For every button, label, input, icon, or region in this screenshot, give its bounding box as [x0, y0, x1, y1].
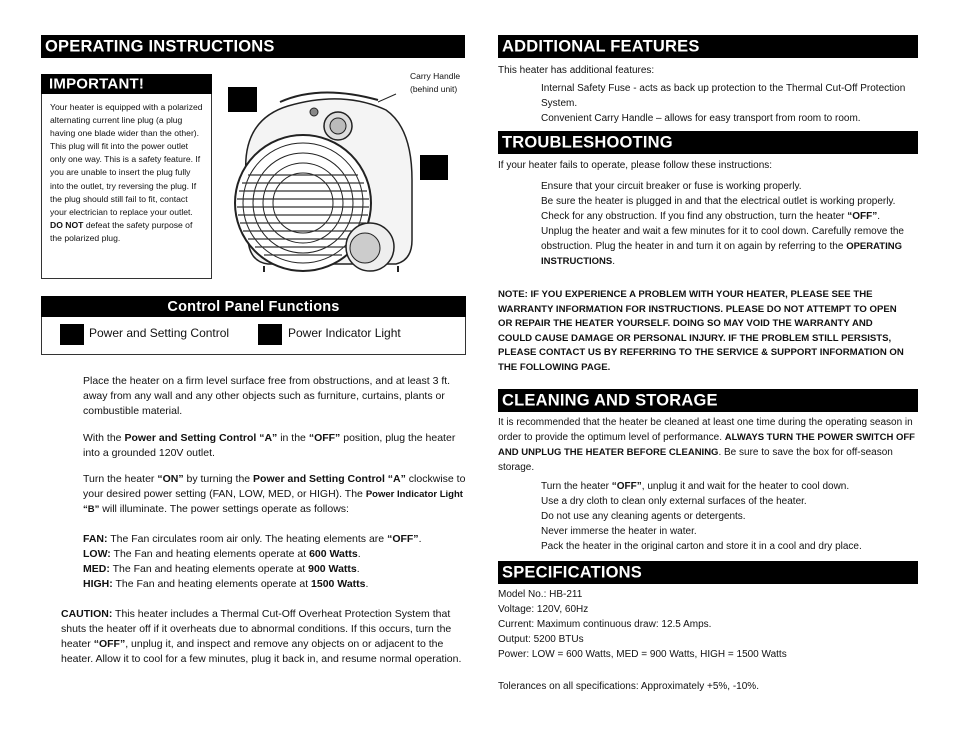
important-title-bar — [41, 74, 212, 94]
caution-paragraph: CAUTION: This heater includes a Thermal Cut-Off Overheat Protection System that shuts the heater off if it overheats due to abnormal conditions. If this occurs, turn the heater “OFF”, unplug it, and inspect and remove any objects on or adjacent to the heater. Allow it to cool for a few minutes, plug it back in, and resume normal operation. — [61, 608, 462, 665]
troubleshooting-step-1: Ensure that your circuit breaker or fuse is working properly. — [541, 181, 802, 192]
additional-features-heading: ADDITIONAL FEATURES — [502, 37, 700, 55]
cleaning-step-1: Turn the heater “OFF”, unplug it and wait for the heater to cool down. — [541, 481, 850, 492]
important-body: Your heater is equipped with a polarized alternating current line plug (a plug having one blade wider than the other). This plug will fit into the power outlet only one way. This is a safety feature. If you are unable to insert the plug fully into the outlet, try reversing the plug. If the plug should still fail to fit, contact your electrician to replace your outlet. — [50, 102, 203, 217]
specifications-heading: SPECIFICATIONS — [502, 563, 643, 581]
setting-fan: FAN: The Fan circulates room air only. The heating elements are “OFF”. — [83, 533, 422, 545]
additional-feature-1: Internal Safety Fuse - acts as back up protection to the Thermal Cut-Off Protection System. — [541, 83, 906, 109]
troubleshooting-step-3: Check for any obstruction. If you find any obstruction, turn the heater “OFF”. — [541, 211, 881, 222]
specifications-heading-bar — [498, 561, 918, 584]
control-a-marker — [60, 324, 84, 345]
troubleshooting-heading-bar — [498, 131, 918, 154]
spec-model: Model No.: HB-211 — [498, 589, 583, 600]
operating-instructions-heading: OPERATING INSTRUCTIONS — [45, 37, 275, 55]
setting-low: LOW: The Fan and heating elements operate at 600 Watts. — [83, 548, 361, 560]
troubleshooting-step-2: Be sure the heater is plugged in and that the electrical outlet is working properly. — [541, 196, 896, 207]
spec-tolerance: Tolerances on all specifications: Approximately +5%, -10%. — [498, 681, 759, 692]
carry-handle-line2: (behind unit) — [410, 84, 458, 94]
indicator-light-icon — [310, 108, 318, 116]
carry-handle-label — [410, 70, 460, 96]
troubleshooting-heading: TROUBLESHOOTING — [502, 133, 673, 151]
cleaning-step-5: Pack the heater in the original carton and store it in a cool and dry place. — [541, 541, 862, 552]
paragraph-turn-on: Turn the heater “ON” by turning the Power and Setting Control “A” clockwise to your desired power setting (FAN, LOW, MED, or HIGH). The Power Indicator Light “B” will illuminate. The power settings operate as follows: — [83, 473, 466, 515]
important-tail: defeat the safety purpose of the polarized plug. — [50, 219, 193, 243]
cleaning-intro: It is recommended that the heater be cleaned at least one time during the operating season in order to provide the optimum level of performance. ALWAYS TURN THE POWER SWITCH OFF AND UNPLUG THE HEATER BEFORE CLEANING. Be sure to save the box for off-season storage. — [498, 417, 915, 473]
cleaning-step-3: Do not use any cleaning agents or detergents. — [541, 511, 746, 522]
control-b-label: Power Indicator Light — [288, 326, 401, 340]
heater-illustration — [228, 80, 473, 280]
callout-b-box — [420, 155, 448, 180]
spec-current: Current: Maximum continuous draw: 12.5 Amps. — [498, 619, 712, 630]
cleaning-step-4: Never immerse the heater in water. — [541, 526, 697, 537]
additional-features-heading-bar — [498, 35, 918, 58]
cleaning-steps — [541, 479, 921, 554]
important-text — [50, 101, 206, 245]
additional-features-intro: This heater has additional features: — [498, 65, 655, 76]
control-b-marker — [258, 324, 282, 345]
callout-a-box — [228, 87, 257, 112]
control-a-label: Power and Setting Control — [89, 326, 230, 340]
spec-output: Output: 5200 BTUs — [498, 634, 584, 645]
troubleshooting-step-4: Unplug the heater and wait a few minutes for it to cool down. Carefully remove the obstruction. Plug the heater in and turn it on again by referring to the OPERATING INSTRUCTIONS. — [541, 226, 904, 267]
operating-instructions-heading-bar — [41, 35, 465, 58]
additional-feature-2: Convenient Carry Handle – allows for easy transport from room to room. — [541, 113, 861, 124]
troubleshooting-note: NOTE: IF YOU EXPERIENCE A PROBLEM WITH YOUR HEATER, PLEASE SEE THE WARRANTY INFORMATION FOR INSTRUCTIONS. PLEASE DO NOT ATTEMPT TO OPEN OR REPAIR THE HEATER YOURSELF. DOING SO MAY VOID THE WARRANTY AND COULD CAUSE DAMAGE OR PERSONAL INJURY. IF THE PROBLEM STILL PERSISTS, PLEASE CONTACT US BY REFERRING TO THE SERVICE & SUPPORT INFORMATION ON THE FOLLOWING PAGE. — [498, 289, 904, 373]
cleaning-heading-bar — [498, 389, 918, 412]
paragraph-placement: Place the heater on a firm level surface free from obstructions, and at least 3 ft. away from any wall and any other objects such as furniture, curtains, plants or combustible material. — [83, 375, 451, 417]
spec-power: Power: LOW = 600 Watts, MED = 900 Watts, HIGH = 1500 Watts — [498, 649, 787, 660]
troubleshooting-intro: If your heater fails to operate, please follow these instructions: — [498, 160, 773, 171]
spec-voltage: Voltage: 120V, 60Hz — [498, 604, 589, 615]
cleaning-heading: CLEANING AND STORAGE — [502, 391, 718, 409]
cleaning-step-2: Use a dry cloth to clean only external surfaces of the heater. — [541, 496, 807, 507]
power-settings-list — [83, 532, 468, 592]
control-panel-title: Control Panel Functions — [167, 298, 340, 315]
setting-med: MED: The Fan and heating elements operate at 900 Watts. — [83, 563, 360, 575]
setting-high: HIGH: The Fan and heating elements operate at 1500 Watts. — [83, 578, 369, 590]
troubleshooting-steps — [541, 179, 921, 269]
important-do-not: DO NOT — [50, 219, 84, 230]
specifications-list — [498, 587, 918, 662]
control-panel-title-bar — [41, 296, 466, 317]
carry-handle-line1: Carry Handle — [410, 71, 461, 81]
important-title: IMPORTANT! — [49, 75, 145, 93]
paragraph-plug-in: With the Power and Setting Control “A” in the “OFF” position, plug the heater into a grounded 120V outlet. — [83, 432, 456, 459]
